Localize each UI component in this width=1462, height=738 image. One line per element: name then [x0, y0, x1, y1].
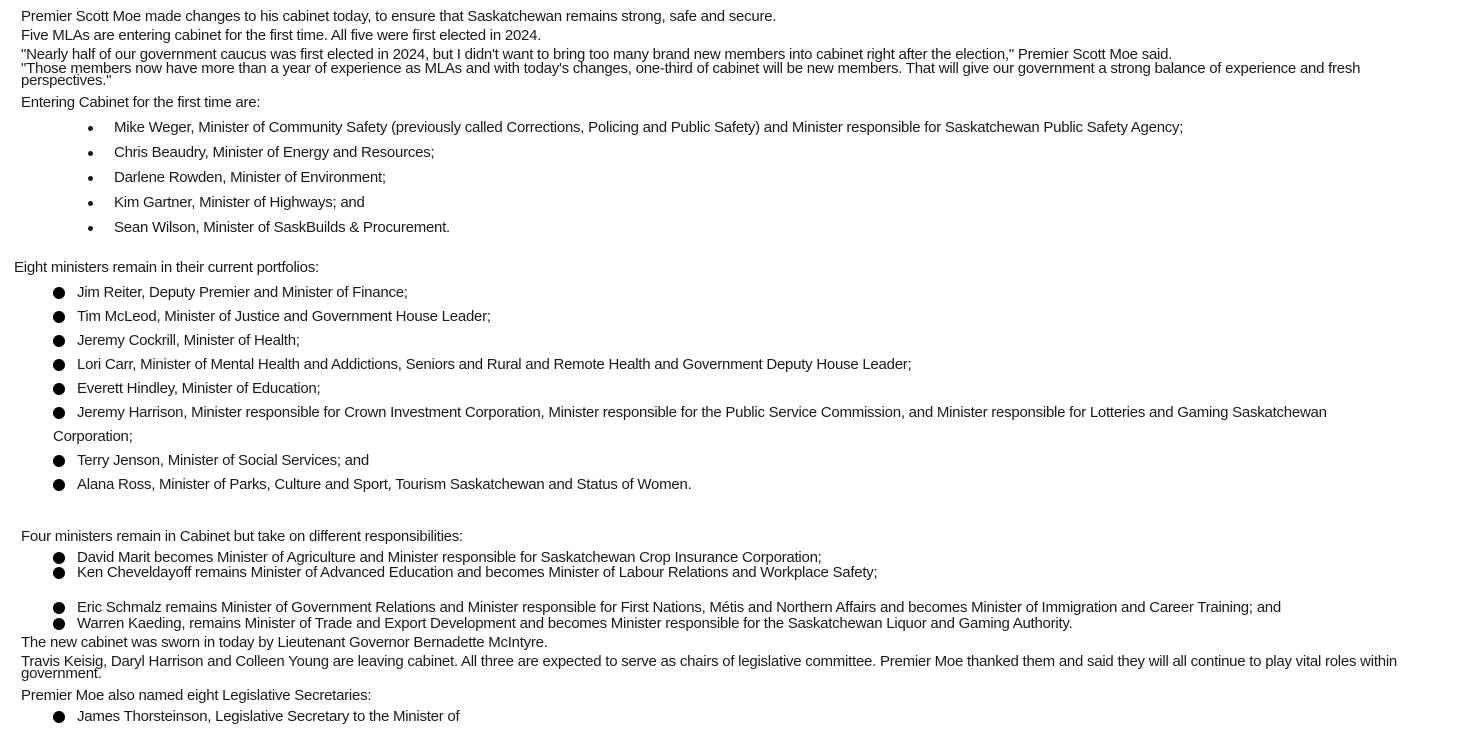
leaving-paragraph: Travis Keisig, Daryl Harrison and Colleen Young are leaving cabinet. All three are expected to serve as chairs of legislative committee. Premier Moe thanked them and said they will all continue to play vital roles within government. [21, 653, 1397, 682]
secretaries-heading: Premier Moe also named eight Legislative Secretaries: [21, 687, 372, 704]
sworn-in-paragraph: The new cabinet was sworn in today by Lieutenant Governor Bernadette McIntyre. [21, 634, 548, 651]
intro-paragraph-2: Five MLAs are entering cabinet for the first time. All five were first elected in 2024. [21, 27, 542, 44]
list-item: Mike Weger, Minister of Community Safety (previously called Corrections, Policing and Public Safety) and Minister responsible for Saskatchewan Public Safety Agency; [114, 119, 1184, 136]
bullet-icon [53, 287, 65, 299]
list-item: Tim McLeod, Minister of Justice and Government House Leader; [77, 308, 491, 325]
list-item: Darlene Rowden, Minister of Environment; [114, 169, 386, 186]
bullet-icon [53, 567, 65, 579]
remaining-ministers-heading: Eight ministers remain in their current portfolios: [14, 259, 319, 276]
bullet-icon [88, 176, 93, 181]
intro-paragraph-1: Premier Scott Moe made changes to his cabinet today, to ensure that Saskatchewan remains strong, safe and secure. [21, 8, 777, 25]
changed-ministers-heading: Four ministers remain in Cabinet but take on different responsibilities: [21, 528, 463, 545]
bullet-icon [53, 455, 65, 467]
list-item: James Thorsteinson, Legislative Secretary to the Minister of [77, 708, 460, 725]
list-item: Warren Kaeding, remains Minister of Trade and Export Development and becomes Minister responsible for the Saskatchewan Liquor and Gaming Authority. [77, 615, 1073, 632]
new-ministers-heading: Entering Cabinet for the first time are: [21, 94, 261, 111]
bullet-icon [53, 383, 65, 395]
bullet-icon [53, 602, 65, 614]
bullet-icon [53, 407, 65, 419]
bullet-icon [88, 151, 93, 156]
list-item: Ken Cheveldayoff remains Minister of Advanced Education and becomes Minister of Labour Relations and Workplace Safety; [77, 564, 878, 581]
list-item: Jeremy Cockrill, Minister of Health; [77, 332, 300, 349]
bullet-icon [53, 311, 65, 323]
bullet-icon [88, 126, 93, 131]
bullet-icon [53, 552, 65, 564]
moe-quote-1: "Nearly half of our government caucus was first elected in 2024, but I didn't want to bring too many brand new members into cabinet right after the election," Premier Scott Moe said. [21, 46, 1173, 63]
bullet-icon [53, 335, 65, 347]
bullet-icon [88, 226, 93, 231]
bullet-icon [53, 479, 65, 491]
list-item: Sean Wilson, Minister of SaskBuilds & Procurement. [114, 219, 450, 236]
list-item: Terry Jenson, Minister of Social Services; and [77, 452, 369, 469]
list-item: Chris Beaudry, Minister of Energy and Resources; [114, 144, 435, 161]
list-item: Kim Gartner, Minister of Highways; and [114, 194, 365, 211]
list-item: Jim Reiter, Deputy Premier and Minister of Finance; [77, 284, 408, 301]
list-item: David Marit becomes Minister of Agriculture and Minister responsible for Saskatchewan Crop Insurance Corporation; [77, 549, 822, 566]
bullet-icon [53, 618, 65, 630]
list-item: Jeremy Harrison, Minister responsible for Crown Investment Corporation, Minister responsible for the Public Service Commission, and Minister responsible for Lotteries and Gaming Saskatchewan [77, 404, 1327, 421]
list-item: Everett Hindley, Minister of Education; [77, 380, 321, 397]
bullet-icon [88, 201, 93, 206]
moe-quote-2: "Those members now have more than a year of experience as MLAs and with today's changes, one-third of cabinet will be new members. That will give our government a strong balance of experience and fresh perspectives." [21, 60, 1361, 89]
list-item-continuation: Corporation; [53, 428, 133, 445]
bullet-icon [53, 711, 65, 723]
list-item: Lori Carr, Minister of Mental Health and Addictions, Seniors and Rural and Remote Health and Government Deputy House Leader; [77, 356, 912, 373]
list-item: Alana Ross, Minister of Parks, Culture and Sport, Tourism Saskatchewan and Status of Women. [77, 476, 692, 493]
list-item: Eric Schmalz remains Minister of Government Relations and Minister responsible for First Nations, Métis and Northern Affairs and becomes Minister of Immigration and Career Training; and [77, 599, 1281, 616]
bullet-icon [53, 359, 65, 371]
